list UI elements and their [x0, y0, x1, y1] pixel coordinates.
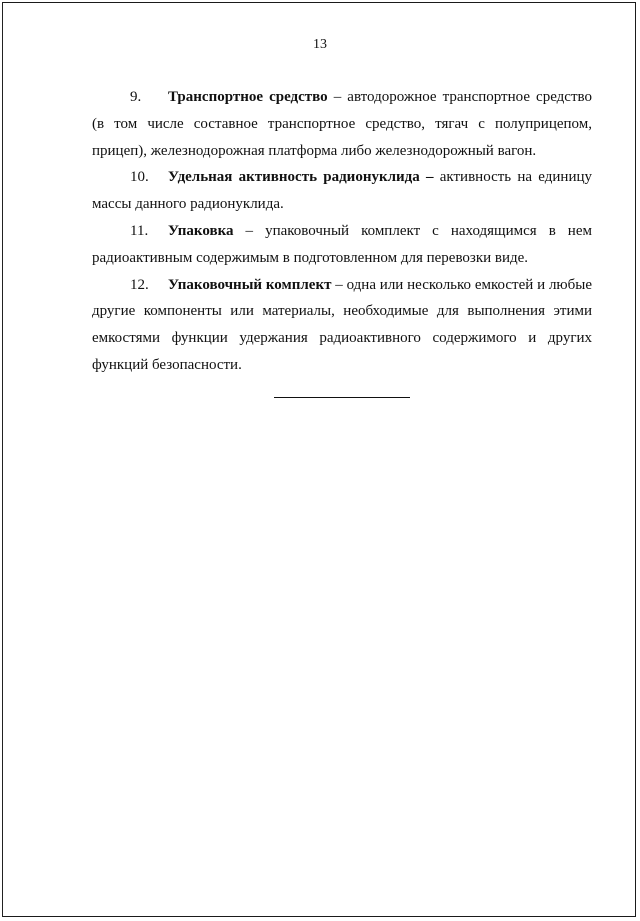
- definition-item-11: [92, 218, 592, 272]
- item-text: – одна или несколько емкостей и любые другие компоненты или материалы, необходимые для выполнения этими емкостями функции удержания радиоактивного содержимого и других функций безопасности.: [92, 276, 592, 373]
- definitions-list: [92, 84, 592, 379]
- item-text: – упаковочный комплект с находящимся в нем радиоактивным содержимым в подготовленном для перевозки виде.: [92, 222, 592, 266]
- item-number: 11.: [130, 222, 149, 239]
- item-text: – автодорожное транспортное средство (в том числе составное транспортное средство, тягач с полуприцепом, прицеп), железнодорожная платформа либо железнодорожный вагон.: [92, 89, 592, 159]
- definition-item-10: [92, 164, 592, 218]
- item-text: активность на единицу массы данного радионуклида.: [92, 169, 592, 213]
- item-term: Упаковочный комплект: [168, 276, 332, 293]
- definition-item-9: [92, 84, 592, 164]
- definition-item-12: [92, 272, 592, 379]
- page-number: 13: [313, 37, 327, 52]
- item-term: Транспортное средство: [168, 89, 328, 105]
- end-separator-line: [274, 397, 410, 398]
- item-term: Упаковка: [168, 222, 234, 239]
- item-number: 12.: [130, 276, 149, 293]
- item-number: 9.: [130, 89, 142, 105]
- item-number: 10.: [130, 169, 149, 186]
- item-term: Удельная активность радионуклида –: [168, 169, 434, 186]
